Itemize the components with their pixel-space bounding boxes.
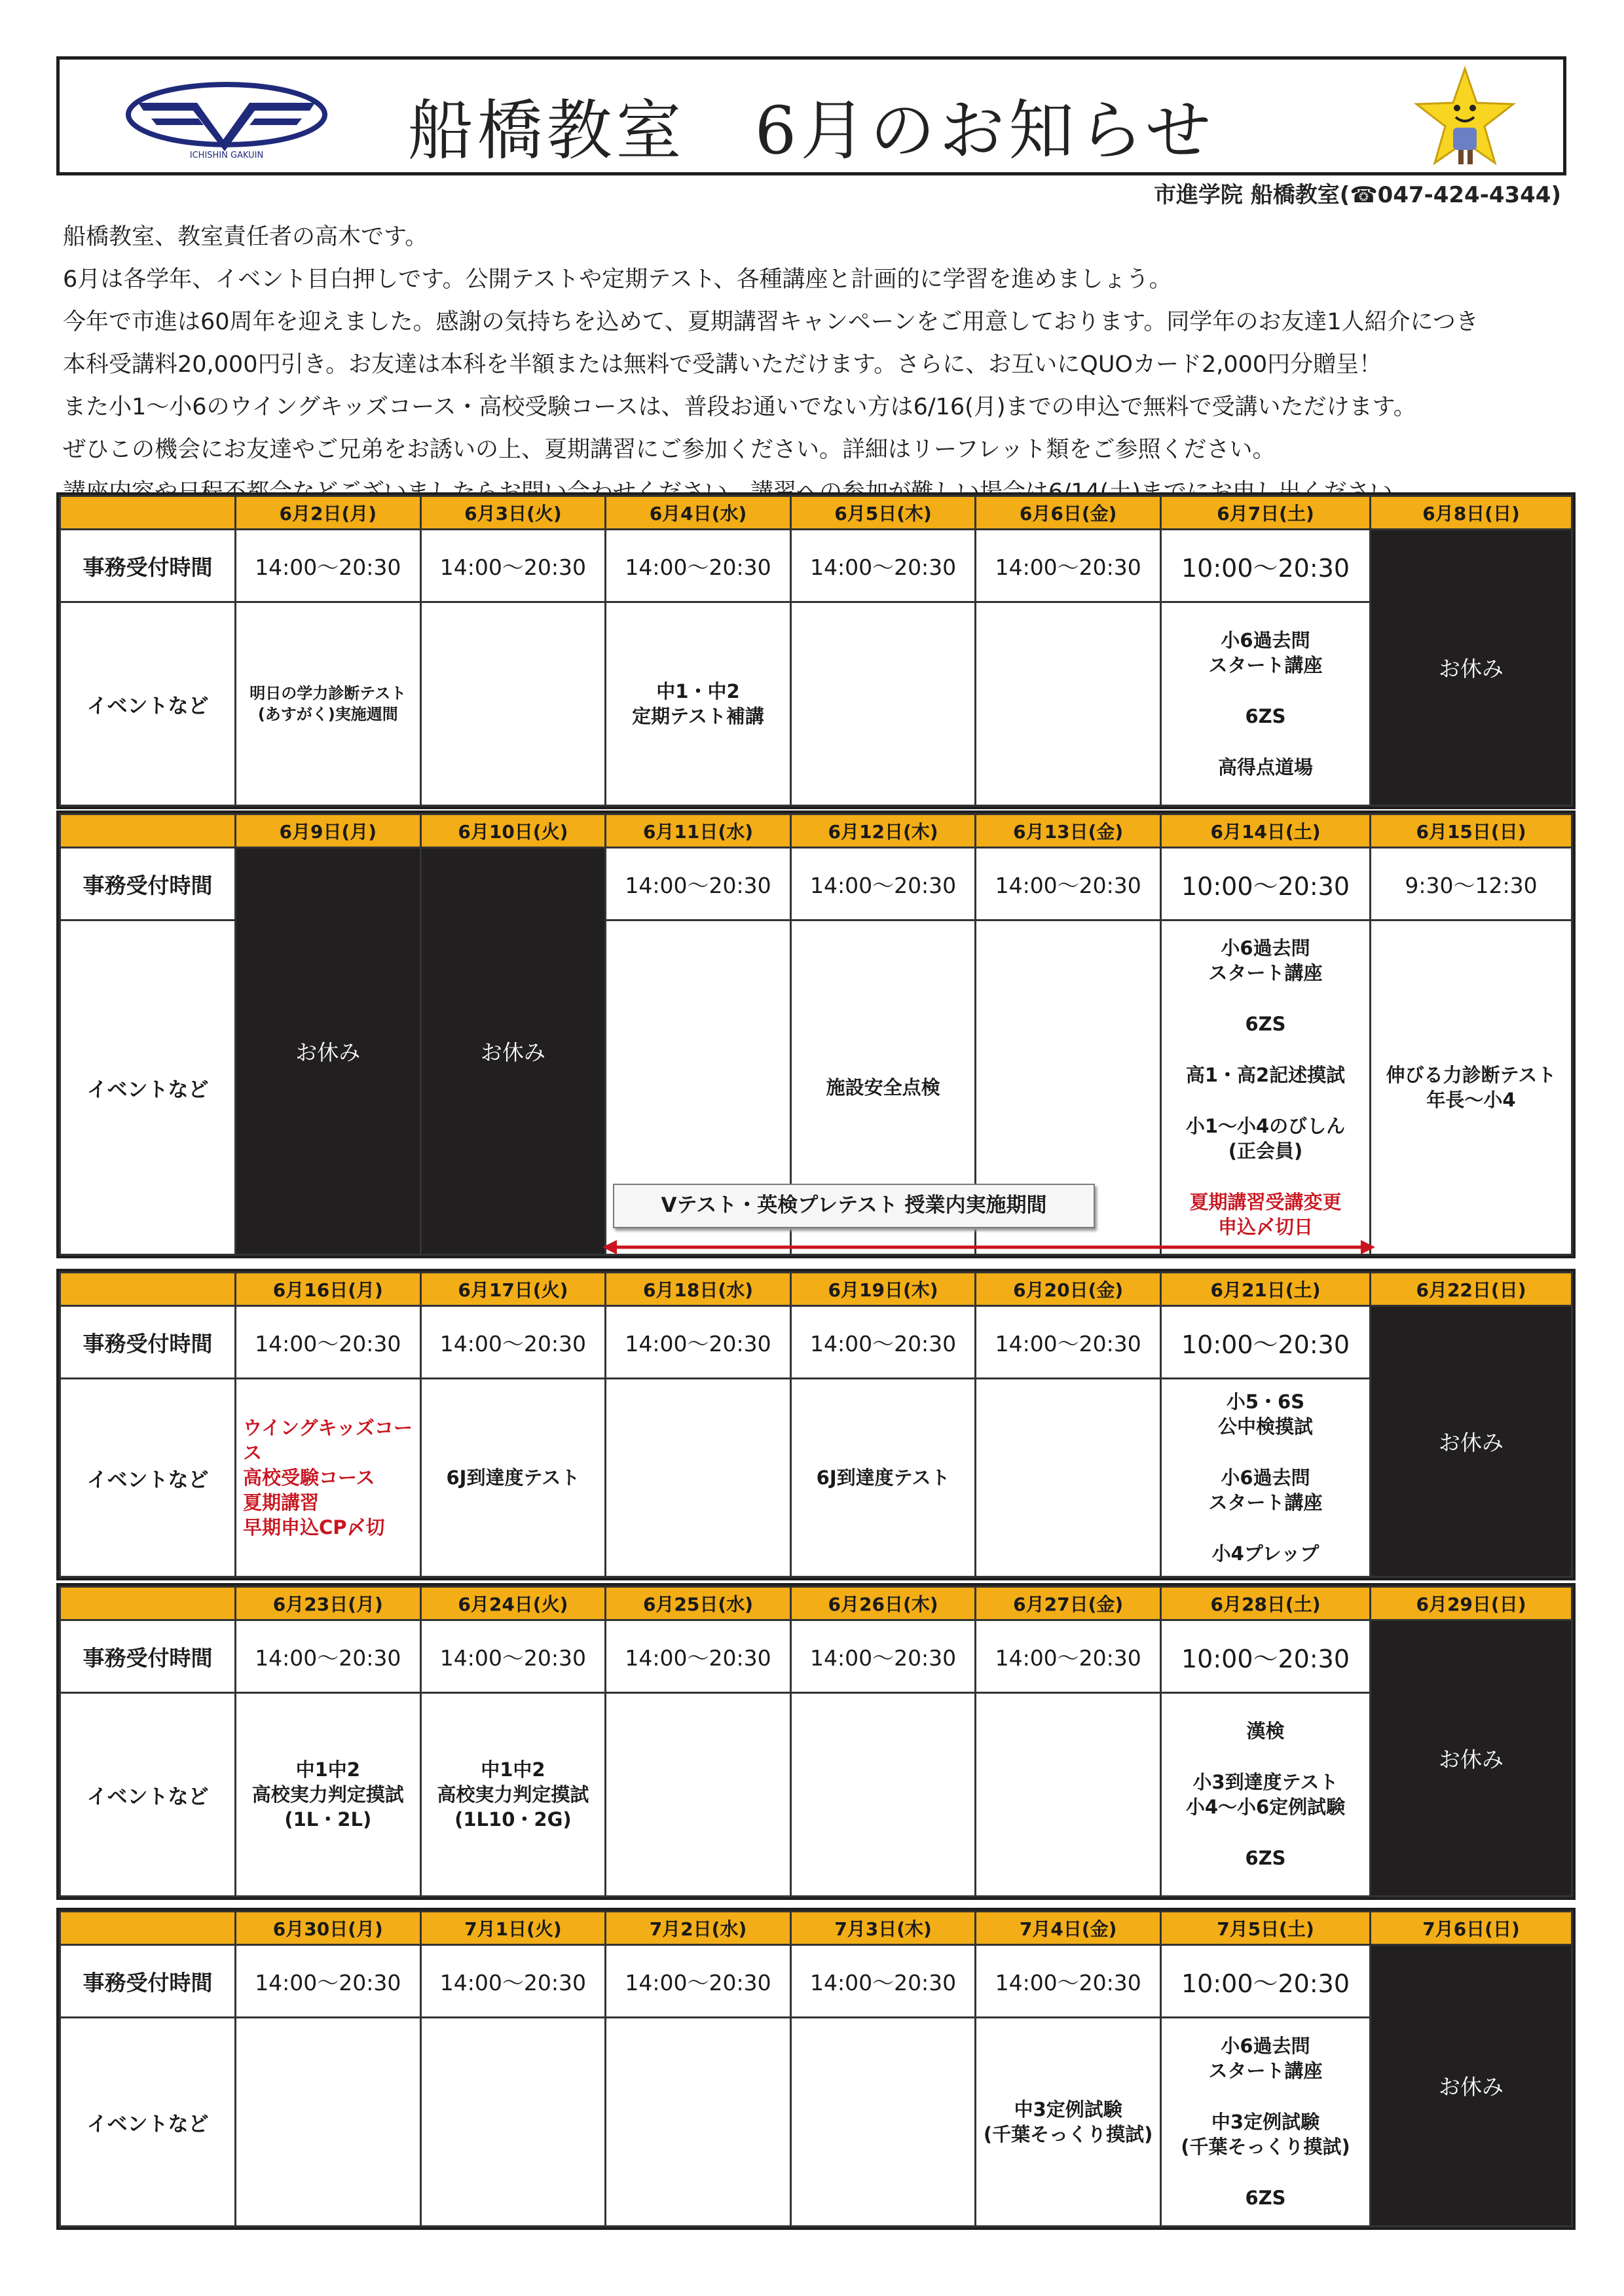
date-cell: 6月27日(金) [976, 1587, 1161, 1620]
date-row [60, 1273, 1572, 1306]
closed-cell: お休み [236, 848, 421, 1255]
double-arrow-icon [602, 1237, 1375, 1257]
hours-row [60, 1945, 1572, 2018]
date-cell: 6月18日(水) [606, 1273, 791, 1306]
date-cell: 6月30日(月) [236, 1912, 421, 1945]
closed-cell: お休み [420, 848, 606, 1255]
hours-row [60, 1306, 1572, 1379]
event-text: 高校実力判定摸試 [251, 1783, 404, 1806]
event-text: 小1～小4のびしん [1185, 1115, 1346, 1137]
corner-cell [60, 1912, 236, 1945]
event-text: (1L10・2G) [454, 1808, 572, 1831]
event-text: 明日の学力診断テスト [249, 684, 407, 702]
intro-line: 今年で市進は60周年を迎えました。感謝の気持ちを込めて、夏期講習キャンペーンをご用意しております。同学年のお友達1人紹介につき [63, 309, 1479, 335]
hours-cell: 9:30～12:30 [1371, 848, 1572, 920]
event-cell [420, 2018, 606, 2227]
event-cell [790, 1693, 976, 1897]
events-row [60, 2018, 1572, 2227]
hours-cell: 14:00～20:30 [606, 530, 791, 602]
hours-cell: 10:00～20:30 [1161, 530, 1371, 602]
date-cell: 6月17日(火) [420, 1273, 606, 1306]
week-4-table [56, 1583, 1576, 1900]
event-text: 小6過去問 [1221, 937, 1310, 959]
event-cell [420, 1379, 606, 1577]
event-cell [976, 1379, 1161, 1577]
event-text: 高校実力判定摸試 [437, 1783, 589, 1806]
event-cell [1161, 602, 1371, 806]
date-cell: 6月20日(金) [976, 1273, 1161, 1306]
event-cell [976, 602, 1161, 806]
hours-row [60, 530, 1572, 602]
date-cell: 7月3日(木) [790, 1912, 976, 1945]
date-cell: 6月8日(日) [1371, 496, 1572, 530]
events-label: イベントなど [60, 602, 236, 806]
hours-row [60, 1620, 1572, 1693]
date-cell: 6月11日(水) [606, 814, 791, 848]
date-row [60, 814, 1572, 848]
hours-cell: 10:00～20:30 [1161, 1306, 1371, 1379]
hours-cell: 14:00～20:30 [420, 1945, 606, 2018]
hours-cell: 14:00～20:30 [420, 1306, 606, 1379]
event-text: 小6過去問 [1221, 629, 1310, 651]
event-text: 高1・高2記述摸試 [1185, 1064, 1346, 1086]
event-text: ウイングキッズコース [243, 1417, 413, 1464]
corner-cell [60, 1273, 236, 1306]
vtest-period-banner: Vテスト・英検プレテスト 授業内実施期間 [613, 1184, 1095, 1228]
event-cell [790, 1379, 976, 1577]
school-contact-line: 市進学院 船橋教室(☎047-424-4344) [1153, 182, 1561, 208]
event-cell [976, 1693, 1161, 1897]
event-text: 中1中2 [481, 1758, 545, 1781]
event-text: (正会員) [1228, 1140, 1303, 1162]
date-cell: 7月5日(土) [1161, 1912, 1371, 1945]
hours-cell: 10:00～20:30 [1161, 1620, 1371, 1693]
date-cell: 6月15日(日) [1371, 814, 1572, 848]
date-cell: 6月2日(月) [236, 496, 421, 530]
date-cell: 6月9日(月) [236, 814, 421, 848]
event-text: 6ZS [1245, 1847, 1286, 1869]
event-cell [236, 1379, 421, 1577]
intro-line: 船橋教室、教室責任者の高木です。 [63, 224, 428, 250]
event-text: 中3定例試験 [1014, 2098, 1122, 2121]
hours-label: 事務受付時間 [60, 1945, 236, 2018]
hours-cell: 10:00～20:30 [1161, 848, 1371, 920]
date-cell: 6月14日(土) [1161, 814, 1371, 848]
event-text: 小6過去問 [1221, 1467, 1310, 1489]
date-cell: 6月5日(木) [790, 496, 976, 530]
event-text: 申込〆切日 [1217, 1216, 1313, 1238]
events-label: イベントなど [60, 920, 236, 1255]
hours-row [60, 848, 1572, 920]
event-text: 小6過去問 [1221, 2035, 1310, 2057]
event-cell [976, 2018, 1161, 2227]
date-cell: 6月19日(木) [790, 1273, 976, 1306]
events-label: イベントなど [60, 1693, 236, 1897]
intro-line: ぜひこの機会にお友達やご兄弟をお誘いの上、夏期講習にご参加ください。詳細はリーフレット類をご参照ください。 [63, 437, 1276, 463]
event-text: 夏期講習 [243, 1491, 320, 1514]
date-cell: 6月24日(火) [420, 1587, 606, 1620]
event-text: 小4～小6定例試験 [1185, 1796, 1346, 1818]
week-1-table [56, 492, 1576, 809]
event-cell [236, 602, 421, 806]
intro-text [63, 216, 1576, 514]
hours-cell: 14:00～20:30 [606, 1306, 791, 1379]
date-cell: 6月28日(土) [1161, 1587, 1371, 1620]
star-mascot-icon [1412, 65, 1517, 175]
corner-cell [60, 496, 236, 530]
event-text: 6J到達度テスト [446, 1467, 580, 1489]
event-cell [1161, 1379, 1371, 1577]
week-3-table [56, 1269, 1576, 1580]
closed-cell: お休み [1371, 1620, 1572, 1897]
events-row [60, 602, 1572, 806]
event-text: 6J到達度テスト [816, 1467, 950, 1489]
event-text: 中1中2 [295, 1758, 360, 1781]
hours-cell: 14:00～20:30 [236, 1620, 421, 1693]
event-cell [790, 2018, 976, 2227]
event-text: 小4プレップ [1211, 1542, 1320, 1565]
date-cell: 6月21日(土) [1161, 1273, 1371, 1306]
hours-cell: 10:00～20:30 [1161, 1945, 1371, 2018]
header-box [56, 56, 1566, 175]
event-text: 6ZS [1245, 1013, 1286, 1035]
hours-label: 事務受付時間 [60, 1620, 236, 1693]
hours-cell: 14:00～20:30 [976, 530, 1161, 602]
page-title: 船橋教室 6月のお知らせ [407, 92, 1215, 169]
hours-cell: 14:00～20:30 [236, 530, 421, 602]
event-text: スタート講座 [1208, 1491, 1323, 1514]
event-cell [606, 1693, 791, 1897]
date-row [60, 1587, 1572, 1620]
svg-text:ICHISHIN GAKUIN: ICHISHIN GAKUIN [189, 151, 264, 160]
hours-label: 事務受付時間 [60, 848, 236, 920]
date-row [60, 1912, 1572, 1945]
event-text: 6ZS [1245, 2187, 1286, 2209]
event-text: 公中検摸試 [1217, 1415, 1313, 1438]
event-text: スタート講座 [1208, 962, 1323, 984]
date-cell: 6月12日(木) [790, 814, 976, 848]
hours-cell: 14:00～20:30 [606, 1945, 791, 2018]
events-row [60, 1379, 1572, 1577]
date-cell: 6月7日(土) [1161, 496, 1371, 530]
hours-label: 事務受付時間 [60, 1306, 236, 1379]
hours-cell: 14:00～20:30 [976, 848, 1161, 920]
event-text: 漢検 [1246, 1720, 1285, 1742]
deadline-text [1162, 1190, 1369, 1239]
event-cell [236, 1693, 421, 1897]
events-label: イベントなど [60, 1379, 236, 1577]
event-cell [420, 1693, 606, 1897]
event-text: スタート講座 [1208, 2060, 1323, 2082]
hours-cell: 14:00～20:30 [236, 1945, 421, 2018]
corner-cell [60, 1587, 236, 1620]
date-cell: 6月16日(月) [236, 1273, 421, 1306]
event-cell [1371, 920, 1572, 1255]
date-cell: 6月29日(日) [1371, 1587, 1572, 1620]
event-text: 夏期講習受講変更 [1189, 1191, 1342, 1213]
event-text: 高校受験コース [243, 1467, 375, 1489]
event-cell [236, 2018, 421, 2227]
closed-cell: お休み [1371, 1945, 1572, 2227]
event-cell [790, 602, 976, 806]
hours-cell: 14:00～20:30 [420, 530, 606, 602]
hours-cell: 14:00～20:30 [790, 848, 976, 920]
date-row [60, 496, 1572, 530]
event-cell [1161, 2018, 1371, 2227]
event-text: (千葉そっくり摸試) [1181, 2136, 1350, 2158]
event-text: (あすがく)実施週間 [257, 705, 398, 723]
date-cell: 7月2日(水) [606, 1912, 791, 1945]
events-row [60, 1693, 1572, 1897]
date-cell: 6月22日(日) [1371, 1273, 1572, 1306]
hours-cell: 14:00～20:30 [790, 1306, 976, 1379]
event-text: 施設安全点検 [826, 1076, 940, 1099]
date-cell: 6月26日(木) [790, 1587, 976, 1620]
hours-cell: 14:00～20:30 [790, 530, 976, 602]
event-text: 高得点道場 [1217, 756, 1313, 778]
event-cell [606, 2018, 791, 2227]
intro-line: また小1～小6のウイングキッズコース・高校受験コースは、普段お通いでない方は6/16(月)までの申込で無料で受講いただけます。 [63, 394, 1416, 420]
event-text: 小3到達度テスト [1192, 1771, 1338, 1793]
event-cell [606, 602, 791, 806]
intro-line: 6月は各学年、イベント目白押しです。公開テストや定期テスト、各種講座と計画的に学習を進めましょう。 [63, 266, 1172, 293]
date-cell: 6月4日(水) [606, 496, 791, 530]
date-cell: 7月1日(火) [420, 1912, 606, 1945]
event-text: 早期申込CP〆切 [243, 1516, 385, 1539]
hours-cell: 14:00～20:30 [976, 1945, 1161, 2018]
hours-cell: 14:00～20:30 [420, 1620, 606, 1693]
date-cell: 6月23日(月) [236, 1587, 421, 1620]
event-cell [420, 602, 606, 806]
date-cell: 6月25日(水) [606, 1587, 791, 1620]
hours-label: 事務受付時間 [60, 530, 236, 602]
intro-line: 本科受講料20,000円引き。お友達は本科を半額または無料で受講いただけます。さらに、お互いにQUOカード2,000円分贈呈！ [63, 352, 1382, 378]
hours-cell: 14:00～20:30 [976, 1620, 1161, 1693]
hours-cell: 14:00～20:30 [606, 1620, 791, 1693]
date-cell: 7月4日(金) [976, 1912, 1161, 1945]
event-text: 伸びる力診断テスト [1386, 1064, 1557, 1086]
date-cell: 6月13日(金) [976, 814, 1161, 848]
date-cell: 6月3日(火) [420, 496, 606, 530]
date-cell: 6月10日(火) [420, 814, 606, 848]
week-5-table [56, 1908, 1576, 2230]
events-label: イベントなど [60, 2018, 236, 2227]
event-cell [1161, 1693, 1371, 1897]
event-text: (1L・2L) [284, 1808, 372, 1831]
hours-cell: 14:00～20:30 [236, 1306, 421, 1379]
event-text: 小5・6S [1226, 1391, 1305, 1413]
event-cell [606, 1379, 791, 1577]
event-text: (千葉そっくり摸試) [983, 2123, 1153, 2145]
hours-cell: 14:00～20:30 [976, 1306, 1161, 1379]
event-cell [1161, 920, 1371, 1255]
hours-cell: 14:00～20:30 [790, 1945, 976, 2018]
date-cell: 7月6日(日) [1371, 1912, 1572, 1945]
closed-cell: お休み [1371, 1306, 1572, 1577]
event-text: 定期テスト補講 [632, 705, 764, 727]
event-text: スタート講座 [1208, 654, 1323, 676]
event-text: 中3定例試験 [1211, 2111, 1320, 2133]
date-cell: 6月6日(金) [976, 496, 1161, 530]
closed-cell: お休み [1371, 530, 1572, 806]
corner-cell [60, 814, 236, 848]
hours-cell: 14:00～20:30 [606, 848, 791, 920]
event-text: 6ZS [1245, 705, 1286, 727]
event-text: 年長～小4 [1426, 1089, 1516, 1111]
event-text: 中1・中2 [656, 680, 740, 702]
hours-cell: 14:00～20:30 [790, 1620, 976, 1693]
